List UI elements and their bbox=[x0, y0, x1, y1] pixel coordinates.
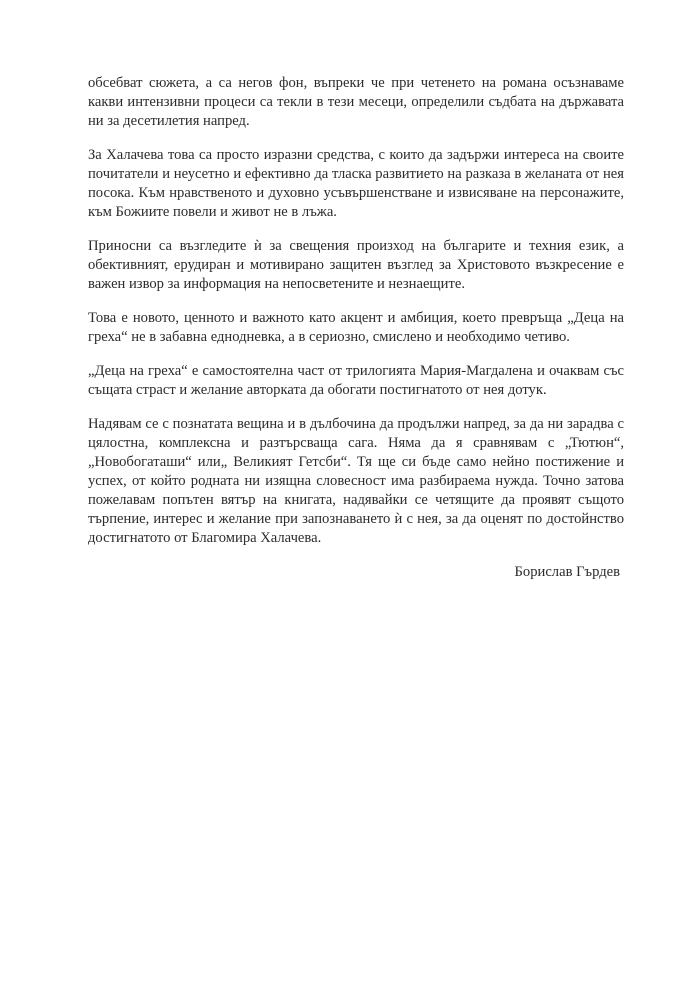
paragraph-2: За Халачева това са просто изразни средства, с които да задържи интереса на своите почитатели и неусетно и ефективно да тласка развитието на разказа в желаната от нея посока. Към нравственото и духовно усъвършенстване и извисяване на персонажите, към Божиите повели и живот не в лъжа. bbox=[88, 147, 624, 220]
paragraph-5: „Деца на греха“ е самостоятелна част от трилогията Мария-Магдалена и очаквам със същата страст и желание авторката да обогати постигнатото от нея дотук. bbox=[88, 363, 624, 398]
paragraph-1: обсебват сюжета, а са негов фон, въпреки че при четенето на романа осъзнаваме какви интензивни процеси са текли в тези месеци, определили съдбата на държавата ни за десетилетия напред. bbox=[88, 75, 624, 129]
author-signature: Борислав Гърдев bbox=[514, 564, 620, 580]
paragraph-4: Това е новото, ценното и важното като акцент и амбиция, което превръща „Деца на греха“ не в забавна еднодневка, а в сериозно, смислено и необходимо четиво. bbox=[88, 310, 624, 345]
paragraph-6: Надявам се с познатата вещина и в дълбочина да продължи напред, за да ни зарадва с цялостна, комплексна и разтърсваща сага. Няма да я сравнявам с „Тютюн“, „Новобогаташи“ или„ Великият Гетсби“. Тя ще си бъде само нейно постижение и успех, от който родната ни изящна словесност има разбираема нужда. Точно затова пожелавам попътен вятър на книгата, надявайки се четящите да проявят същото търпение, интерес и желание при запознаването ѝ с нея, за да оценят по достойнство достигнатото от Благомира Халачева. bbox=[88, 416, 624, 546]
paragraph-3: Приносни са възгледите ѝ за свещения произход на българите и техния език, а обективният, ерудиран и мотивирано защитен възглед за Христовото възкресение е важен извор за информация на непосветените и незнаещите. bbox=[88, 238, 624, 292]
document-body bbox=[88, 74, 624, 582]
